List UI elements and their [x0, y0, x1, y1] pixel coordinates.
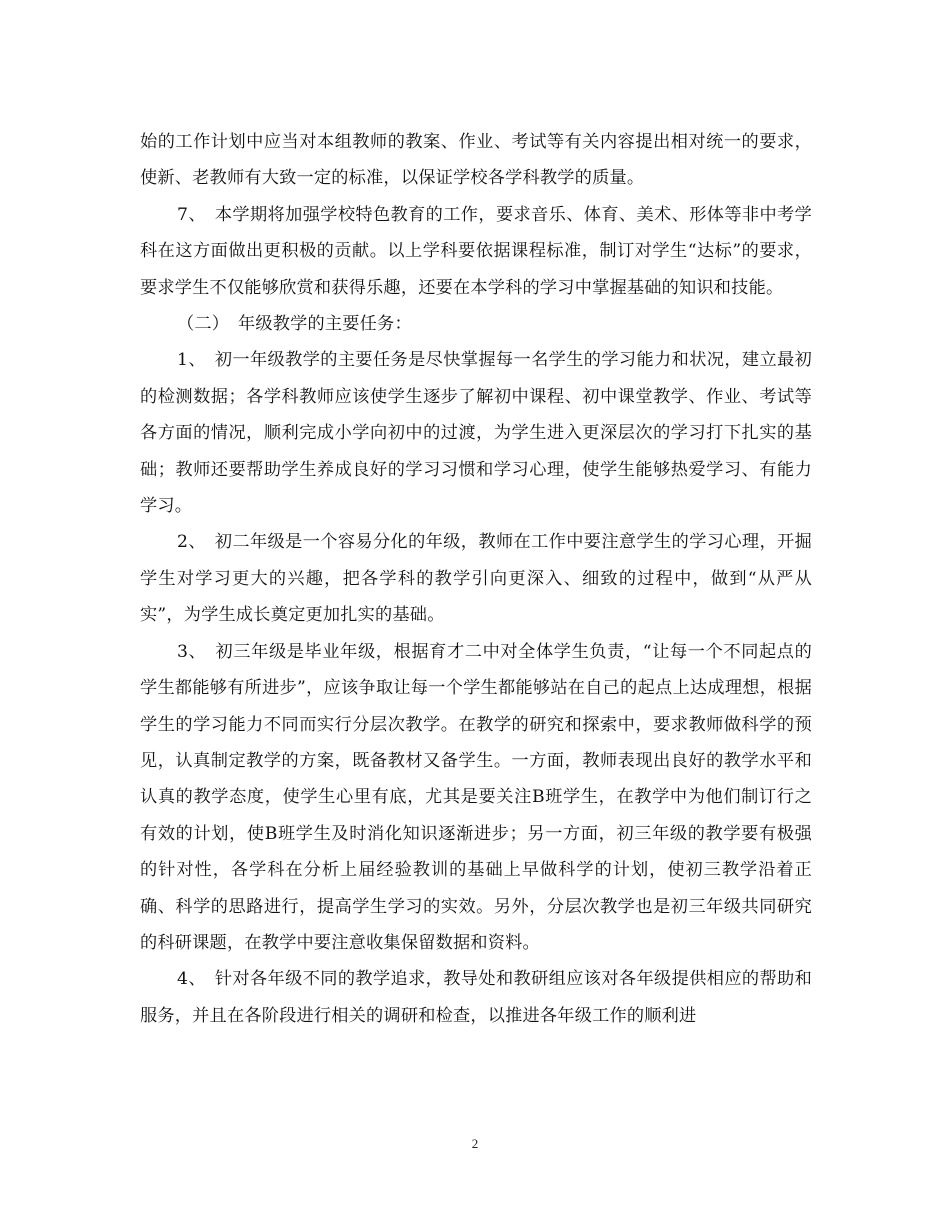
paragraph-continuation: 始的工作计划中应当对本组教师的教案、作业、考试等有关内容提出相对统一的要求，使新、老教师有大致一定的标准，以保证学校各学科教学的质量。	[140, 132, 812, 189]
paragraph-item-2: 2、 初二年级是一个容易分化的年级，教师在工作中要注意学生的学习心理，开掘学生对学习更大的兴趣，把各学科的教学引向更深入、细致的过程中，做到“从严从实”，为学生成长奠定更加扎实的基础。	[140, 532, 812, 626]
page-number: 2	[471, 1136, 479, 1151]
paragraph-item-4: 4、 针对各年级不同的教学追求，教导处和教研组应该对各年级提供相应的帮助和服务，并且在各阶段进行相关的调研和检查，以推进各年级工作的顺利进	[140, 969, 812, 1026]
paragraph-item-7: 7、 本学期将加强学校特色教育的工作，要求音乐、体育、美术、形体等非中考学科在这方面做出更积极的贡献。以上学科要依据课程标准，制订对学生“达标”的要求，要求学生不仅能够欣赏和获得乐趣，还要在本学科的学习中掌握基础的知识和技能。	[140, 204, 812, 298]
paragraph-item-1: 1、 初一年级教学的主要任务是尽快掌握每一名学生的学习能力和状况，建立最初的检测数据；各学科教师应该使学生逐步了解初中课程、初中课堂教学、作业、考试等各方面的情况，顺利完成小学向初中的过渡，为学生进入更深层次的学习打下扎实的基础；教师还要帮助学生养成良好的学习习惯和学习心理，使学生能够热爱学习、有能力学习。	[140, 350, 812, 517]
paragraph-item-3: 3、 初三年级是毕业年级，根据育才二中对全体学生负责，“让每一个不同起点的学生都能够有所进步”，应该争取让每一个学生都能够站在自己的起点上达成理想，根据学生的学习能力不同而实行分层次教学。在教学的研究和探索中，要求教师做科学的预见，认真制定教学的方案，既备教材又备学生。一方面，教师表现出良好的教学水平和认真的教学态度，使学生心里有底，尤其是要关注B班学生，在教学中为他们制订行之有效的计划，使B班学生及时消化知识逐渐进步；另一方面，初三年级的教学要有极强的针对性，各学科在分析上届经验教训的基础上早做科学的计划，使初三教学沿着正确、科学的思路进行，提高学生学习的实效。另外，分层次教学也是初三年级共同研究的科研课题，在教学中要注意收集保留数据和资料。	[140, 641, 812, 953]
document-body	[140, 124, 812, 1034]
section-heading-grade-tasks: （二） 年级教学的主要任务：	[177, 314, 412, 335]
